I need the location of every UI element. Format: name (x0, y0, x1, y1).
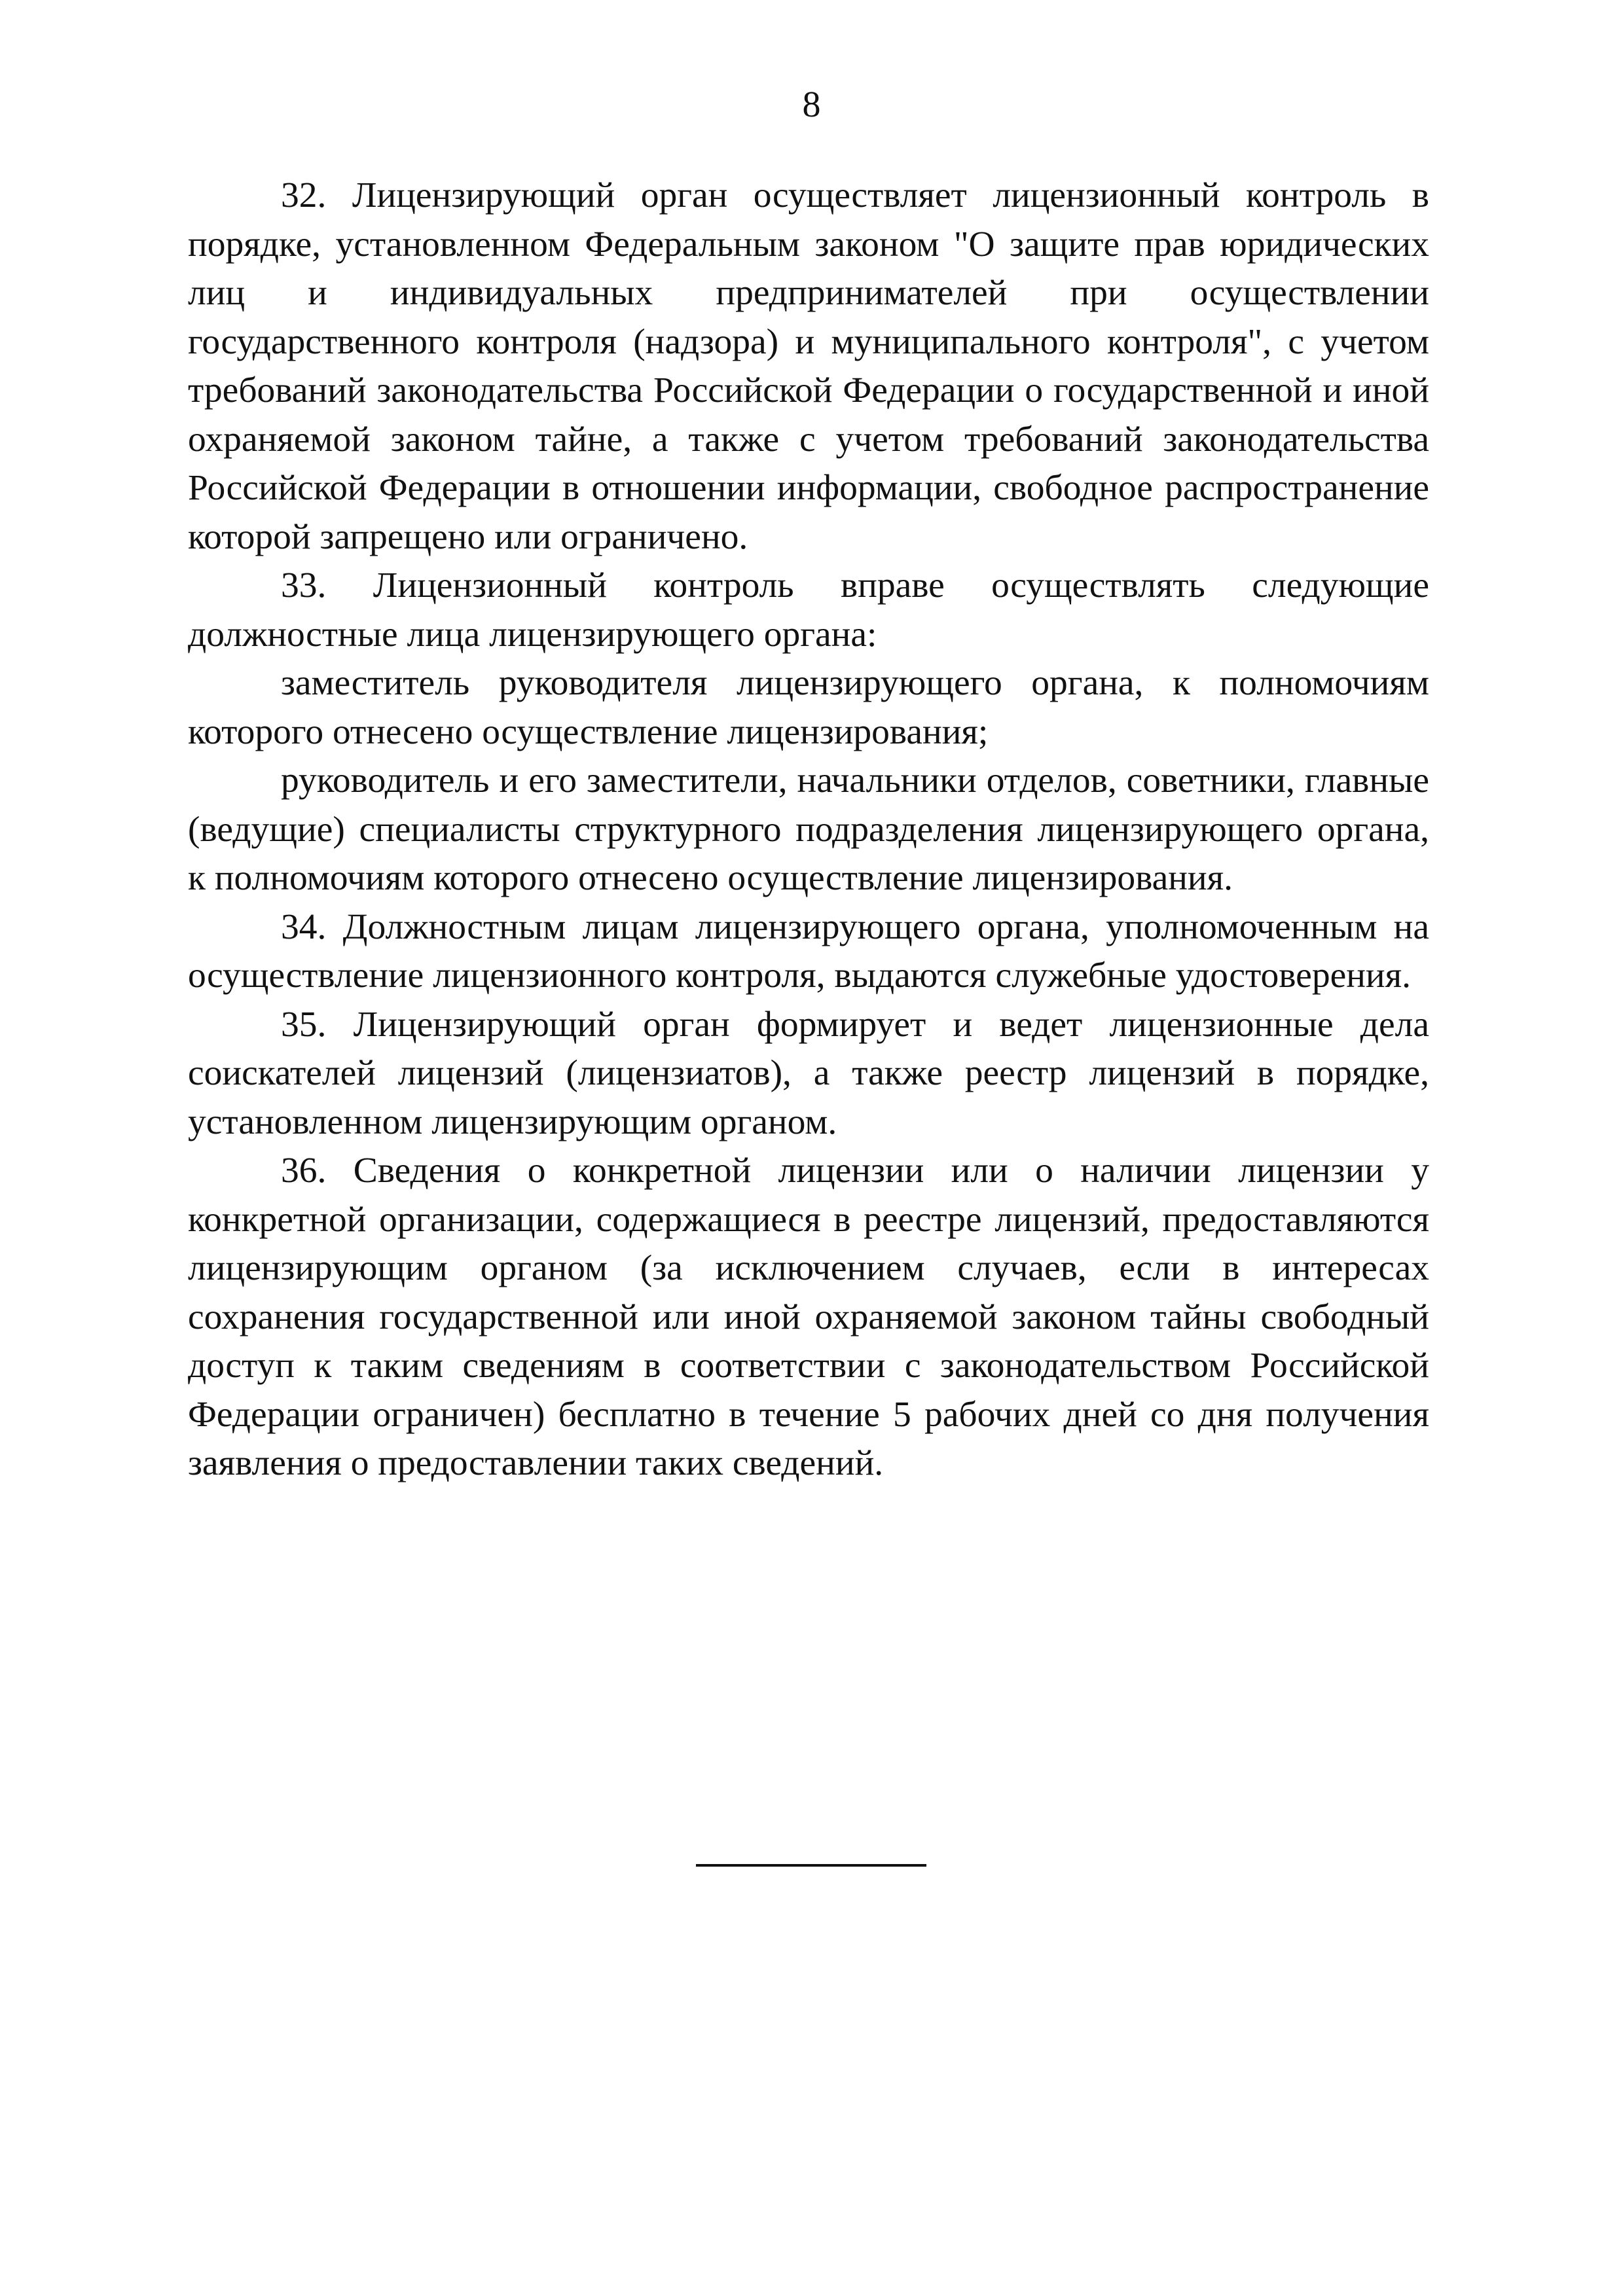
paragraph-33: 33. Лицензионный контроль вправе осуществлять следующие должностные лица лицензирующего органа: (188, 565, 1429, 655)
paragraph-34: 34. Должностным лицам лицензирующего органа, уполномоченным на осуществление лицензионного контроля, выдаются служебные удостоверения. (188, 906, 1429, 996)
paragraph-36: 36. Сведения о конкретной лицензии или о наличии лицензии у конкретной организации, содержащиеся в реестре лицензий, предоставляются лицензирующим органом (за исключением случаев, если в интересах сохранения государственной или иной охраняемой законом тайны свободный доступ к таким сведениям в соответствии с законодательством Российской Федерации ограничен) бесплатно в течение 5 рабочих дней со дня получения заявления о предоставлении таких сведений. (188, 1151, 1429, 1483)
document-body (188, 171, 1429, 1488)
paragraph-32: 32. Лицензирующий орган осуществляет лицензионный контроль в порядке, установленном Федеральным законом "О защите прав юридических лиц и индивидуальных предпринимателей при осуществлении государственного контроля (надзора) и муниципального контроля", с учетом требований законодательства Российской Федерации о государственной и иной охраняемой законом тайне, а также с учетом требований законодательства Российской Федерации в отношении информации, свободное распространение которой запрещено или ограничено. (188, 175, 1429, 557)
paragraph-33-item-officials: руководитель и его заместители, начальники отделов, советники, главные (ведущие) специалисты структурного подразделения лицензирующего органа, к полномочиям которого отнесено осуществление лицензирования. (188, 761, 1429, 898)
paragraph-35: 35. Лицензирующий орган формирует и ведет лицензионные дела соискателей лицензий (лицензиатов), а также реестр лицензий в порядке, установленном лицензирующим органом. (188, 1004, 1429, 1142)
paragraph-33-item-deputy-head: заместитель руководителя лицензирующего органа, к полномочиям которого отнесено осуществление лицензирования; (188, 663, 1429, 752)
page-number: 8 (802, 84, 821, 125)
end-of-document-rule (696, 1864, 926, 1867)
